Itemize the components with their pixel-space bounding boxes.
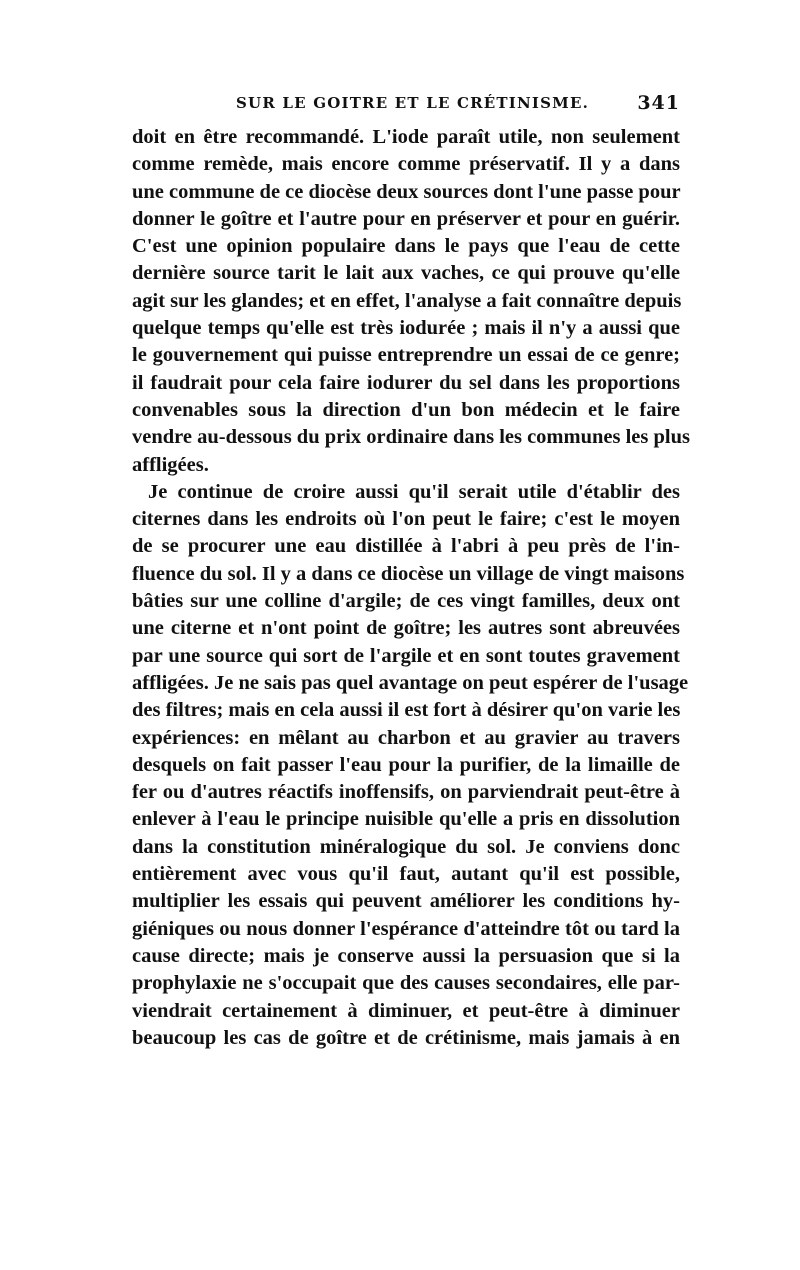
text-line: le gouvernement qui puisse entreprendre un essai de ce genre; [132, 344, 680, 367]
text-line: multiplier les essais qui peuvent améliorer les conditions hy- [132, 890, 680, 913]
text-line: comme remède, mais encore comme préservatif. Il y a dans [132, 153, 680, 176]
text-line: fer ou d'autres réactifs inoffensifs, on parviendrait peut-être à [132, 781, 680, 804]
text-line: giéniques ou nous donner l'espérance d'atteindre tôt ou tard la [132, 917, 680, 940]
text-line: dans la constitution minéralogique du sol. Je conviens donc [132, 835, 680, 858]
text-line: cause directe; mais je conserve aussi la persuasion que si la [132, 944, 680, 967]
text-line: quelque temps qu'elle est très iodurée ; mais il n'y a aussi que [132, 317, 680, 340]
text-line: bâties sur une colline d'argile; de ces vingt familles, deux ont [132, 590, 680, 613]
text-line: affligées. [132, 453, 209, 476]
text-line: une citerne et n'ont point de goître; les autres sont abreuvées [132, 617, 680, 640]
body-text [132, 124, 690, 1052]
text-line: il faudrait pour cela faire iodurer du sel dans les proportions [132, 371, 680, 394]
text-line: enlever à l'eau le principe nuisible qu'elle a pris en dissolution [132, 808, 680, 831]
running-head [132, 92, 680, 118]
text-line: affligées. Je ne sais pas quel avantage on peut espérer de l'usage [132, 671, 689, 694]
text-line: agit sur les glandes; et en effet, l'analyse a fait connaître depuis [132, 289, 682, 312]
text-line: dernière source tarit le lait aux vaches, ce qui prouve qu'elle [132, 262, 680, 285]
text-line: par une source qui sort de l'argile et en sont toutes gravement [132, 644, 680, 667]
text-line: une commune de ce diocèse deux sources dont l'une passe pour [132, 180, 681, 203]
paragraph-2 [132, 479, 689, 1052]
text-line: viendrait certainement à diminuer, et peut-être à diminuer [132, 999, 680, 1022]
text-line: desquels on fait passer l'eau pour la purifier, de la limaille de [132, 753, 680, 776]
text-line: expériences: en mêlant au charbon et au gravier au travers [132, 726, 680, 749]
text-line: de se procurer une eau distillée à l'abri à peu près de l'in- [132, 535, 680, 558]
text-line: donner le goître et l'autre pour en préserver et pour en guérir. [132, 207, 680, 230]
text-line: entièrement avec vous qu'il faut, autant qu'il est possible, [132, 863, 680, 886]
paragraph-1 [132, 124, 690, 479]
text-line: beaucoup les cas de goître et de crétinisme, mais jamais à en [132, 1026, 680, 1049]
text-line: convenables sous la direction d'un bon médecin et le faire [132, 398, 680, 421]
page-number: 341 [637, 92, 680, 114]
text-line: des filtres; mais en cela aussi il est fort à désirer qu'on varie les [132, 699, 681, 722]
running-title: SUR LE GOITRE ET LE CRÉTINISME. [236, 94, 590, 112]
text-line: C'est une opinion populaire dans le pays que l'eau de cette [132, 235, 680, 258]
text-line: fluence du sol. Il y a dans ce diocèse un village de vingt maisons [132, 562, 685, 585]
text-line: prophylaxie ne s'occupait que des causes secondaires, elle par- [132, 972, 680, 995]
text-line: citernes dans les endroits où l'on peut le faire; c'est le moyen [132, 508, 680, 531]
text-line: doit en être recommandé. L'iode paraît utile, non seulement [132, 126, 680, 148]
text-line: vendre au-dessous du prix ordinaire dans les communes les plus [132, 426, 690, 449]
text-line: Je continue de croire aussi qu'il serait utile d'établir des [148, 480, 680, 503]
